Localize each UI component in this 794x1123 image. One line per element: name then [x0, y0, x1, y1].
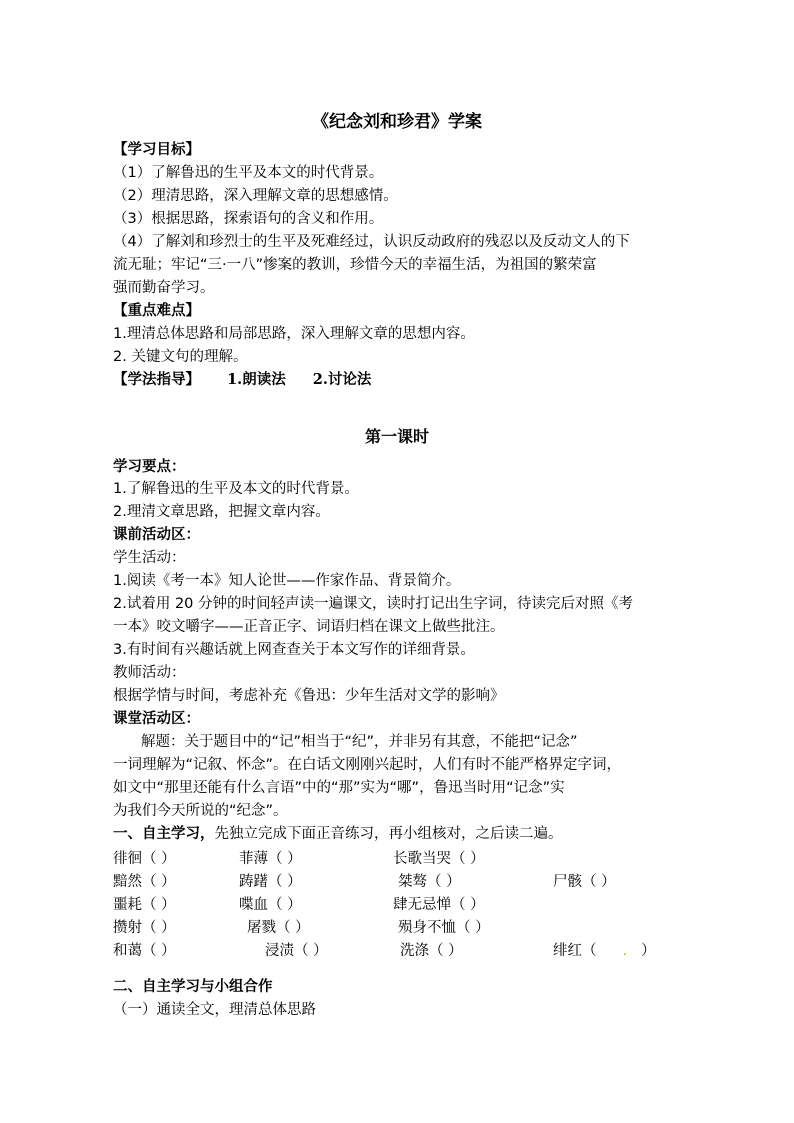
pinyin-cell: 喋血（ ） [239, 897, 302, 913]
pinyin-cell: 踌躇（ ） [239, 874, 302, 890]
objective-item: （4）了解刘和珍烈士的生平及死难经过，认识反动政府的残忍以及反动文人的下 [113, 234, 630, 250]
pinyin-cell: 长歌当哭（ ） [393, 851, 485, 867]
method-line [113, 370, 371, 390]
explanation-line: 一词理解为“记叙、怀念”。在白话文刚刚兴起时，人们有时不能严格界定字词， [113, 757, 622, 773]
section1-line [113, 824, 563, 844]
section2-heading: 二、自主学习与小组合作 [113, 979, 273, 995]
pre-class-heading: 课前活动区： [113, 527, 200, 543]
pinyin-word: 绯红（ [553, 943, 597, 959]
objective-item: 流无耻；牢记“三·一八”惨案的教训，珍惜今天的幸福生活，为祖国的繁荣富 [113, 257, 597, 273]
pinyin-cell: 徘徊（ ） [113, 851, 176, 867]
student-activity-item: 一本》咬文嚼字——正音正字、词语归档在课文上做些批注。 [113, 619, 505, 635]
pinyin-cell: 黯然（ ） [113, 874, 176, 890]
pinyin-cell: 肆无忌惮（ ） [393, 897, 485, 913]
section2-sub: （一）通读全文，理清总体思路 [113, 1002, 316, 1018]
teacher-activity-label: 教师活动： [113, 665, 186, 681]
pinyin-cell: 屠戮（ ） [247, 920, 310, 936]
explanation-line: 解题：关于题目中的“记”相当于“纪”，并非另有其意，不能把“记念” [141, 734, 578, 750]
pinyin-cell-last [553, 939, 656, 960]
student-activity-item: 2.试着用 20 分钟的时间轻声读一遍课文，读时打记出生字词，待读完后对照《考 [113, 596, 634, 612]
objectives-heading: 【学习目标】 [113, 142, 200, 158]
lesson-title: 第一课时 [364, 427, 429, 446]
close-paren: ） [641, 943, 656, 959]
key-point-item: 1.理清总体思路和局部思路，深入理解文章的思想内容。 [113, 326, 475, 342]
method-item: 2.讨论法 [312, 371, 372, 388]
method-item: 1.朗读法 [227, 371, 286, 388]
explanation-line: 为我们今天所说的“纪念”。 [113, 803, 288, 819]
pinyin-cell: 攒射（ ） [113, 920, 176, 936]
dot-mark: . [622, 943, 628, 959]
student-activity-item: 1.阅读《考一本》知人论世——作家作品、背景简介。 [113, 573, 461, 589]
student-activity-item: 3.有时间有兴趣话就上网查查关于本文写作的详细背景。 [113, 642, 475, 658]
study-points-heading: 学习要点： [113, 459, 186, 475]
study-point-item: 1.了解鲁迅的生平及本文的时代背景。 [113, 481, 359, 497]
pinyin-cell: 噩耗（ ） [113, 897, 176, 913]
in-class-heading: 课堂活动区： [113, 711, 200, 727]
pinyin-cell: 浸渍（ ） [265, 943, 328, 959]
pinyin-cell: 殒身不恤（ ） [398, 920, 490, 936]
pinyin-cell: 尸骸（ ） [553, 874, 616, 890]
pinyin-cell: 洗涤（ ） [400, 943, 463, 959]
objective-item: （1）了解鲁迅的生平及本文的时代背景。 [113, 165, 384, 181]
pinyin-cell: 桀骜（ ） [398, 874, 461, 890]
key-point-item: 2. 关键文句的理解。 [113, 349, 248, 365]
section1-instructions: 先独立完成下面正音练习，再小组核对，之后读二遍。 [214, 826, 563, 842]
pinyin-cell: 菲薄（ ） [239, 851, 302, 867]
explanation-line: 如文中“那里还能有什么言语”中的“那”实为“哪”，鲁迅当时用“记念”实 [113, 780, 565, 796]
method-heading: 【学法指导】 [113, 372, 200, 388]
key-points-heading: 【重点难点】 [113, 303, 200, 319]
objective-item: （3）根据思路，探索语句的含义和作用。 [113, 211, 384, 227]
section1-heading: 一、自主学习， [113, 826, 215, 842]
objective-item: （2）理清思路，深入理解文章的思想感情。 [113, 188, 398, 204]
teacher-activity-item: 根据学情与时间，考虑补充《鲁迅：少年生活对文学的影响》 [113, 688, 505, 704]
student-activity-label: 学生活动： [113, 550, 186, 566]
study-point-item: 2.理清文章思路，把握文章内容。 [113, 504, 330, 520]
objective-item: 强而勤奋学习。 [113, 280, 215, 296]
pinyin-cell: 和蔼（ ） [113, 943, 176, 959]
document-title: 《纪念刘和珍君》学案 [312, 112, 482, 132]
